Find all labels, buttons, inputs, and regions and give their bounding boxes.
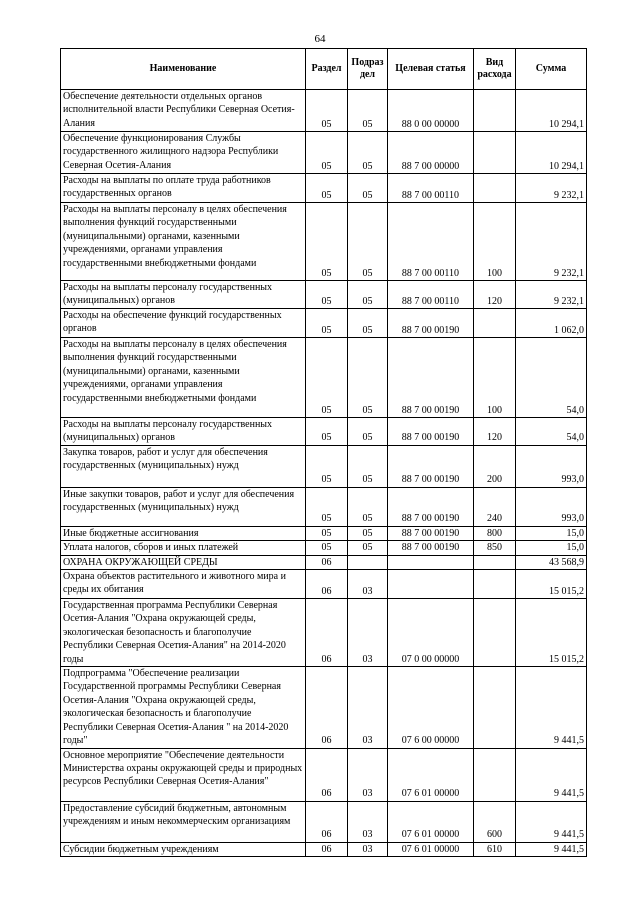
row-amount: 9 441,5 [516,801,587,842]
row-subsection: 05 [348,281,388,309]
row-name: Предоставление субсидий бюджетным, автономным учреждениям и иным некоммерческим организациям [61,801,306,842]
row-section: 05 [306,445,348,487]
table-row [61,338,587,418]
row-name: Расходы на выплаты по оплате труда работников государственных органов [61,174,306,203]
table-row [61,418,587,446]
table-row [61,487,587,526]
row-name: Расходы на выплаты персоналу государственных (муниципальных) органов [61,418,306,446]
row-name: Расходы на выплаты персоналу в целях обеспечения выполнения функций государственными (муниципальными) органами, казенными учреждениями, органами управления государственными внебюджетными фондами [61,338,306,418]
row-expense-type [474,570,516,599]
row-subsection [348,555,388,569]
row-amount: 993,0 [516,487,587,526]
header-target-article: Целевая статья [388,49,474,90]
row-name: Обеспечение функционирования Службы государственного жилищного надзора Республики Северная Осетия-Алания [61,132,306,174]
row-expense-type [474,132,516,174]
row-expense-type [474,555,516,569]
row-expense-type: 240 [474,487,516,526]
row-name: Закупка товаров, работ и услуг для обеспечения государственных (муниципальных) нужд [61,445,306,487]
row-target-article: 88 7 00 00190 [388,338,474,418]
row-name: Расходы на обеспечение функций государственных органов [61,309,306,338]
header-subsection: Подраз дел [348,49,388,90]
table-row [61,174,587,203]
row-target-article: 88 7 00 00110 [388,174,474,203]
row-subsection: 05 [348,526,388,540]
row-name: Иные закупки товаров, работ и услуг для обеспечения государственных (муниципальных) нужд [61,487,306,526]
table-row [61,541,587,555]
row-target-article: 07 6 01 00000 [388,801,474,842]
row-section: 06 [306,801,348,842]
table-header-row [61,49,587,90]
row-expense-type: 100 [474,203,516,281]
row-expense-type [474,90,516,132]
row-section: 05 [306,281,348,309]
row-section: 05 [306,487,348,526]
row-amount: 9 232,1 [516,203,587,281]
row-target-article: 07 6 00 00000 [388,667,474,748]
header-amount: Сумма [516,49,587,90]
row-subsection: 05 [348,541,388,555]
row-target-article: 07 0 00 00000 [388,599,474,667]
row-subsection: 05 [348,418,388,446]
table-row [61,445,587,487]
row-amount: 9 441,5 [516,842,587,856]
row-target-article: 88 7 00 00190 [388,418,474,446]
row-target-article: 88 7 00 00000 [388,132,474,174]
table-row [61,555,587,569]
row-amount: 15 015,2 [516,570,587,599]
row-section: 06 [306,570,348,599]
row-expense-type [474,174,516,203]
row-name: Иные бюджетные ассигнования [61,526,306,540]
row-section: 05 [306,541,348,555]
table-row [61,748,587,801]
row-expense-type [474,309,516,338]
page-number: 64 [314,33,326,45]
row-target-article: 88 7 00 00190 [388,445,474,487]
row-subsection: 05 [348,487,388,526]
row-amount: 9 441,5 [516,667,587,748]
row-subsection: 05 [348,203,388,281]
row-amount: 15,0 [516,541,587,555]
row-amount: 43 568,9 [516,555,587,569]
row-subsection: 03 [348,801,388,842]
row-section: 06 [306,599,348,667]
row-subsection: 03 [348,570,388,599]
row-name: Обеспечение деятельности отдельных органов исполнительной власти Республики Северная Осетия-Алания [61,90,306,132]
row-amount: 9 232,1 [516,281,587,309]
row-target-article: 88 7 00 00190 [388,487,474,526]
row-target-article: 88 0 00 00000 [388,90,474,132]
row-amount: 1 062,0 [516,309,587,338]
row-name: ОХРАНА ОКРУЖАЮЩЕЙ СРЕДЫ [61,555,306,569]
row-subsection: 03 [348,748,388,801]
row-amount: 10 294,1 [516,132,587,174]
row-amount: 15 015,2 [516,599,587,667]
row-name: Подпрограмма "Обеспечение реализации Государственной программы Республики Северная Осетия-Алания "Охрана окружающей среды, экологическая безопасность и благополучие Республики Северная Осетия-Алания " на 2014-2020 годы" [61,667,306,748]
row-name: Основное мероприятие "Обеспечение деятельности Министерства охраны окружающей среды и природных ресурсов Республики Северная Осетия-Алания" [61,748,306,801]
row-expense-type: 610 [474,842,516,856]
row-target-article: 88 7 00 00110 [388,281,474,309]
row-section: 05 [306,309,348,338]
table-row [61,667,587,748]
row-subsection: 03 [348,842,388,856]
row-amount: 993,0 [516,445,587,487]
table-row [61,132,587,174]
row-section: 05 [306,526,348,540]
row-subsection: 03 [348,599,388,667]
row-name: Государственная программа Республики Северная Осетия-Алания "Охрана окружающей среды, экологическая безопасность и благополучие Республики Северная Осетия-Алания" на 2014-2020 годы [61,599,306,667]
row-expense-type: 800 [474,526,516,540]
row-subsection: 05 [348,174,388,203]
row-section: 06 [306,842,348,856]
row-name: Субсидии бюджетным учреждениям [61,842,306,856]
row-amount: 9 441,5 [516,748,587,801]
row-amount: 54,0 [516,338,587,418]
row-expense-type [474,667,516,748]
row-expense-type [474,599,516,667]
row-section: 06 [306,555,348,569]
row-subsection: 05 [348,132,388,174]
row-target-article: 88 7 00 00190 [388,526,474,540]
table-row [61,842,587,856]
row-section: 06 [306,667,348,748]
row-expense-type: 600 [474,801,516,842]
row-amount: 15,0 [516,526,587,540]
table-row [61,203,587,281]
row-target-article [388,570,474,599]
row-subsection: 05 [348,90,388,132]
row-name: Уплата налогов, сборов и иных платежей [61,541,306,555]
table-row [61,90,587,132]
table-row [61,526,587,540]
row-target-article: 07 6 01 00000 [388,748,474,801]
row-expense-type: 120 [474,418,516,446]
row-expense-type: 100 [474,338,516,418]
row-subsection: 05 [348,338,388,418]
row-section: 06 [306,748,348,801]
row-amount: 10 294,1 [516,90,587,132]
table-row [61,281,587,309]
row-subsection: 05 [348,445,388,487]
row-expense-type: 120 [474,281,516,309]
row-target-article: 88 7 00 00190 [388,541,474,555]
row-section: 05 [306,338,348,418]
row-section: 05 [306,418,348,446]
row-expense-type: 200 [474,445,516,487]
table-row [61,801,587,842]
row-section: 05 [306,203,348,281]
row-amount: 9 232,1 [516,174,587,203]
row-name: Расходы на выплаты персоналу государственных (муниципальных) органов [61,281,306,309]
row-target-article: 07 6 01 00000 [388,842,474,856]
table-row [61,570,587,599]
header-expense-type: Вид расхода [474,49,516,90]
row-expense-type: 850 [474,541,516,555]
header-section: Раздел [306,49,348,90]
row-amount: 54,0 [516,418,587,446]
row-section: 05 [306,90,348,132]
row-target-article: 88 7 00 00110 [388,203,474,281]
row-subsection: 05 [348,309,388,338]
row-section: 05 [306,132,348,174]
table-row [61,309,587,338]
row-name: Расходы на выплаты персоналу в целях обеспечения выполнения функций государственными (муниципальными) органами, казенными учреждениями, органами управления государственными внебюджетными фондами [61,203,306,281]
row-subsection: 03 [348,667,388,748]
header-name: Наименование [61,49,306,90]
table-row [61,599,587,667]
row-target-article [388,555,474,569]
row-name: Охрана объектов растительного и животного мира и среды их обитания [61,570,306,599]
budget-table [60,48,587,857]
row-section: 05 [306,174,348,203]
row-target-article: 88 7 00 00190 [388,309,474,338]
row-expense-type [474,748,516,801]
